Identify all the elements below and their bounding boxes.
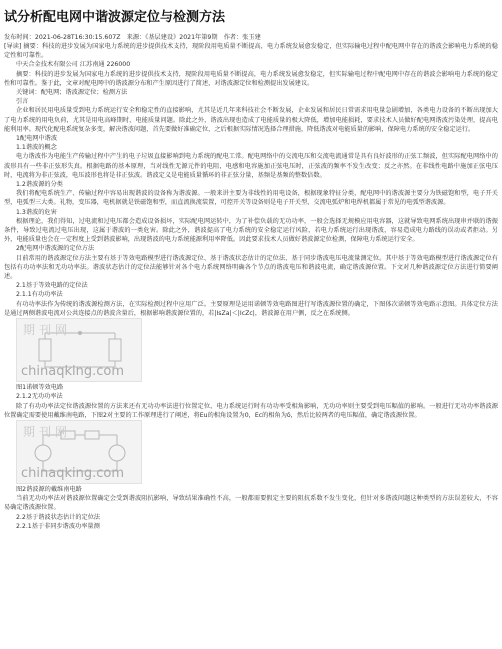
article-meta: 发布时间：2021-06-28T16:30:15.607Z 来源：《基层建设》2021年第9期 作者：张玉建 (4, 34, 261, 41)
section-2-1-2-heading: 2.1.2无功功率法 (16, 393, 63, 401)
figure-2-watermark-bottom: chinaqking.com (21, 465, 124, 481)
keywords: 关键词：配电网；谐波源定位；检测方法 (16, 89, 128, 97)
section-2-2-heading: 2.2基于谐波状态估计的定位法 (16, 513, 101, 521)
section-2-heading: 2配电网中谐波源的定位方法 (16, 245, 95, 253)
abstract: 摘要：科技的进步发展为国家电力系统的进步提供技术支持，现阶段用电质量不断提高，电力系统发展愈发稳定，但实际输电过程中配电网中存在的谐波会影响电力系统的稳定性和可靠性。鉴于此，文章对配电网中的谐波源分布和产生原因进行了简述，对谐波源定位和检测提出发展建议。 (4, 70, 498, 87)
section-2-1-1-heading: 2.1.1有功功率法 (16, 291, 63, 299)
figure-2-image (16, 420, 142, 484)
intro-paragraph: 企业和居民用电质量受到电力系统运行安全和稳定性的直接影响，尤其是近几年来科技社会不断发展，企业发展和居民日常需求用电量急剧增加，各类电力设备的不断出现加大了电力系统的用电负荷，尤其是用电高峰期时，电能质量问题。除此之外，谐波出现也造成了电能质量的极大降低，增加电能损耗，要求技术人员做好配电网谐波污染处理，提高电能利用率。现代化配电系统复杂多变，解决谐波问题，首先要做好准确定位，之后根据实际情况选择合理措施，降低谐波对电能质量的影响，保障电力系统的安全稳定运行。 (4, 107, 498, 133)
section-1-2-text: 我们将配电系统生产、传输过程中容易出现谐波的设备称为谐波源。一般来讲主要为非线性的用电设备，根据现象特征分类，配电网中的谐波源主要分为铁磁饱和型，电子开关型，电弧型三大类。礼物，变压器，电机据就是铁磁饱和型，而直流换流装置，可控开关等设备则是电子开关型，交流电弧炉和电焊机都属于常见的电弧型谐波源。 (4, 190, 498, 207)
section-2-1-heading: 2.1基于等效电路的定位法 (16, 282, 88, 290)
section-2-1-1-text: 有功功率法作为传统的谐波源检测方法，在实际检测过程中应用广泛。主要原理是运用诺顿等效电路图进行写谐波源位置的确定，下图体次诺顿等效电路示意图。具体定位方法是通过两侧谐波电流对公共连接点的谐波含量后，根据影响谐波源位置的，若|IsZa|＜|IcZc|，谐波源在用户侧，反之在系统侧。 (4, 300, 498, 317)
section-1-3-heading: 1.3谐波的危害 (16, 208, 57, 216)
figure-2-watermark-top: 期刊网 (23, 424, 72, 439)
section-2-text: 目前常用的谐波源定位方法主要有基于等效电路模型进行谐波源定位、基于谐波状态估计的定位法、基于同步谐波电压电流量测定位。其中基于等效电路模型进行谐波源定位有包括有功功率法和无功功率法。谐波状态估计的定位法能够针对各个电力系统网络明确各个节点的谐波电压和谐波电流，确定谐波源位置。下文对几种谐波源定位方法进行简要阐述。 (4, 254, 498, 281)
section-1-1-text: 电力谐波作为电能生产传输过程中产生的电子垃圾直接影响到电力系统的配电工常。配电网络中的交流电压和交流电流通常是具有良好波形的正弦工频波，但实际配电网络中的波形具有一些非正弦形失真。根据电路的基本原理，当对线性无源元件的电阻，电感和电容施加正弦电压时，正弦波的频率不发生改变；反之亦然。在非线性电路中施加正弦电压时，电流将为非正弦波，电压波形也将是非正弦波。谐波定义是电能质量循环的非正弦分量，基频是基频的整数倍数。 (4, 153, 498, 179)
article-title: 试分析配电网中谐波源定位与检测方法 (4, 10, 226, 25)
section-1-2-heading: 1.2谐波源的分类 (16, 181, 63, 189)
section-1-heading: 1配电网中谐波 (16, 135, 58, 143)
section-1-1-heading: 1.1谐波的概念 (16, 144, 57, 152)
figure-2-caption: 图2谐波源的戴维南电路 (16, 485, 82, 493)
figure-1-watermark-bottom: chinaqking.com (21, 364, 124, 380)
section-2-1-end-text: 当前无功功率法对谐波源位置确定会受到谐波阻抗影响，导致结果准确性不高，一般都需要假定主要的阻抗系数不发生变化，但针对多谐波问题这种类型的方法误差较大，不容易确定谐波源位置。 (4, 495, 498, 512)
section-1-3-text: 根据理论，我们得知，过电流和过电压都会造成设备损坏，实际配电网运转中，为了补偿负载的无功功率，一般会选择无规模应用电容器，这就导致电网系统出现串并联的谐振条件，导致过电流过电压出现，这属于谐波的一类危害。除此之外，谐波提高了电力系统的安全稳定运行风险，若电力系统运行出现谐波，容易造成电力路线的误动或者拒动。另外，电能质量也会在一定程度上受到谐波影响，出现谐波的电力系统能源利用率降低。因此要求技术人员做好谐波源定位检测，保障电力系统运行安全。 (4, 217, 498, 244)
affiliation: 中天合金技术有限公司 江苏南通 226000 (16, 61, 131, 69)
section-2-2-1-heading: 2.2.1基于非同步谐波功率量测 (16, 522, 100, 530)
figure-1-image (16, 318, 142, 382)
figure-1-caption: 图1诺顿等效电路 (16, 384, 64, 392)
intro-heading: 引言 (16, 98, 29, 106)
abstract-lead: [导读] 摘要：科技的进步发展为国家电力系统的进步提供技术支持，现阶段用电质量不断提高，电力系统发展愈发稳定，但实际输电过程中配电网中存在的谐波会影响电力系统的稳定性和可靠性。 (4, 43, 498, 60)
section-2-1-2-text: 除了有功功率法定位谐波源位置的方法来还有无功功率法进行位置定位，电力系统运行时有功功率受相角影响，无功功率则主要受到电压幅值的影响。一般进行无功功率谐波源位置确定需要使用戴维南电路，下图2对主要的工作原理进行了阐述，将Eu的相角设置为0，Ec的相角为δ，然后比较两者的电压幅值，确定谐波源位置。 (4, 402, 498, 419)
figure-1-watermark-top: 期刊网 (23, 323, 72, 338)
